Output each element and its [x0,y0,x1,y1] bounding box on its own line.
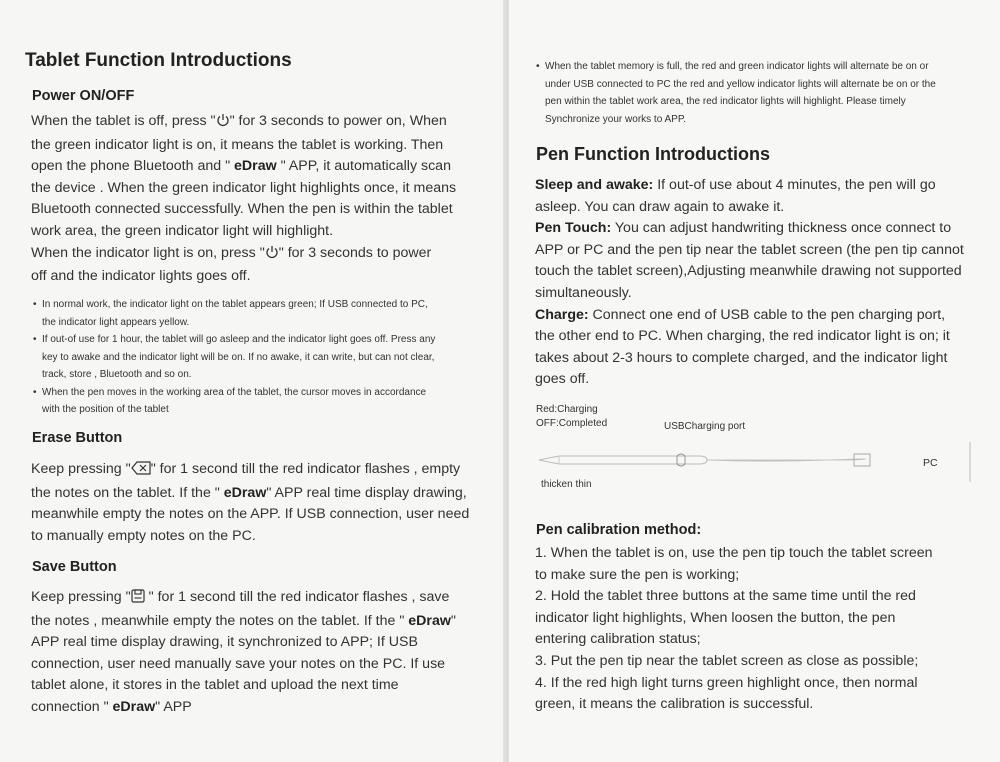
save-heading: Save Button [32,559,117,575]
calibration-step: 3. Put the pen tip near the tablet screen as close as possible; [535,652,919,669]
memory-note [536,58,986,128]
calibration-step: 2. Hold the tablet three buttons at the same time until the red indicator light highlights, When loosen the button, the pen entering calibration status; [535,588,916,648]
edraw-app-name: eDraw [112,698,156,715]
power-line-8: off and the indicator lights goes off. [31,268,251,285]
power-line-2: the green indicator light is on, it means the tablet is working. Then [31,136,444,153]
sleep-label: Sleep and awake: [535,177,654,193]
tablet-function-title: Tablet Function Introductions [25,50,292,71]
edraw-app-name: eDraw [408,612,451,629]
save-paragraph: Keep pressing " " for 1 second till the red indicator flashes , save the notes , meanwhile empty the notes on the tablet. If the " eDraw" APP real time display drawing, it synchronized to APP; If USB connection, user need manually save your notes on the PC. If use tablet alone, it stores in the tablet and upload the next time connection " eDraw" APP [31,589,456,715]
power-heading: Power ON/OFF [32,88,135,104]
erase-heading: Erase Button [32,430,123,446]
charging-diagram [509,400,1000,500]
erase-paragraph: Keep pressing " " for 1 second till the red indicator flashes , empty the notes on the tablet. If the " eDraw" APP real time display drawing, meanwhile empty the notes on the APP. If USB connection, user need to manually empty notes on the PC. [31,461,470,544]
note-bullet: • If out-of use for 1 hour, the tablet will go asleep and the indicator light goes off. Press any key to awake and the indicator light will be on. If no awake, it can write, but can not clear, track, store , Bluetooth and so on. [33,331,493,384]
pen-touch-label: Pen Touch: [535,220,612,237]
thickness-label: thicken thin [541,479,592,490]
power-icon [265,245,279,267]
pen-function-body: Sleep and awake: If out-of use about 4 minutes, the pen will go asleep. You can draw again to awake it. Pen Touch: You can adjust handwriting thickness once connect to APP or PC and the pen tip near the tablet screen (the pen tip cannot touch the tablet screen),Adjusting meanwhile drawing not supported simultaneously. Charge: Connect one end of USB cable to the pen charging port, the other end to PC. When charging, the red indicator light is on; it takes about 2-3 hours to complete charged, and the indicator light goes off. [535,177,964,388]
off-completed-label: OFF:Completed [536,418,608,429]
edraw-app-name: eDraw [223,484,267,501]
pen-function-title: Pen Function Introductions [536,144,770,164]
note-bullet: • When the tablet memory is full, the red and green indicator lights will alternate be on or under USB connected to PC the red and yellow indicator lights will alternate be on or the pen within the tablet work area, the red indicator lights will highlight. Please timely Synchronize your works to APP. [536,58,986,128]
calibration-steps [535,543,985,716]
power-line-1: When the tablet is off, press " " for 3 seconds to power on, When [31,111,496,135]
charge-label: Charge: [535,306,589,323]
erase-key-icon [131,461,151,483]
save-key-icon [131,589,145,611]
calibration-heading: Pen calibration method: [536,522,702,538]
power-notes-list [33,296,493,419]
right-page [509,0,1000,762]
power-line-4: the device . When the green indicator light highlights once, it means [31,179,457,196]
power-line-7: When the indicator light is on, press " " for 3 seconds to power [31,243,496,267]
pc-label: PC [923,457,938,469]
calibration-step: 1. When the tablet is on, use the pen tip touch the tablet screen to make sure the pen is working; [535,545,933,583]
note-bullet: • When the pen moves in the working area of the tablet, the cursor moves in accordance with the position of the tablet [33,384,493,419]
power-line-6: work area, the green indicator light will highlight. [31,222,334,239]
note-bullet: • In normal work, the indicator light on the tablet appears green; If USB connected to PC, the indicator light appears yellow. [33,296,493,331]
red-charging-label: Red:Charging [536,404,598,415]
usb-port-label: USBCharging port [664,421,746,432]
power-icon [216,113,230,135]
power-line-3: open the phone Bluetooth and " eDraw " APP, it automatically scan [31,158,451,175]
calibration-step: 4. If the red high light turns green highlight once, then normal green, it means the calibration is successful. [535,674,918,713]
power-paragraph [31,111,496,288]
edraw-app-name: eDraw [234,158,277,175]
power-line-5: Bluetooth connected successfully. When the pen is within the tablet [31,201,453,218]
